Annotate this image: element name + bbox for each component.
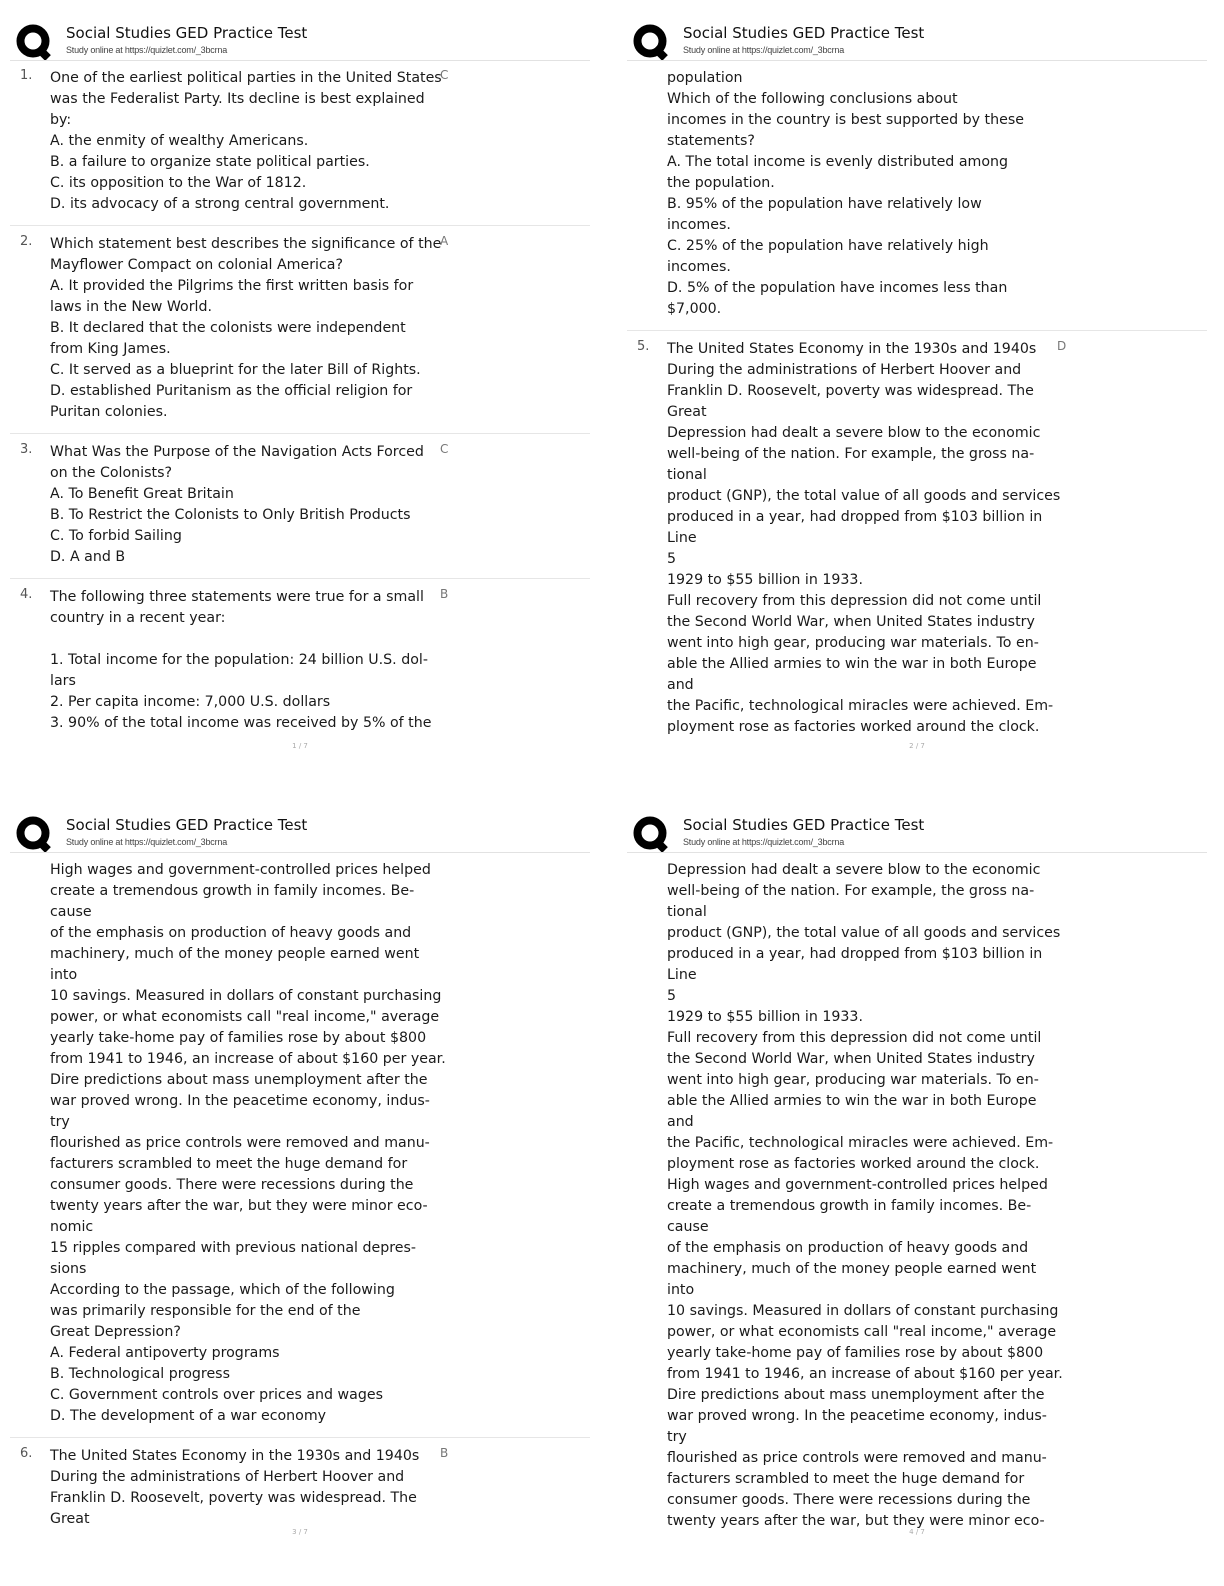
question-number: 4. — [20, 587, 33, 602]
question-number: 5. — [637, 339, 650, 354]
page-2 — [627, 14, 1224, 794]
question-text: The United States Economy in the 1930s and 1940s During the administrations of Herbert Hoover and Franklin D. Roosevelt, poverty was widespread. The Great — [50, 1448, 420, 1527]
page-body — [627, 66, 1207, 748]
study-online-link[interactable]: Study online at https://quizlet.com/_3bcrna — [683, 837, 844, 847]
question-continuation — [627, 66, 1207, 330]
page-title: Social Studies GED Practice Test — [683, 816, 925, 834]
header-divider — [627, 852, 1207, 853]
quizlet-logo-icon — [16, 24, 52, 60]
question-continuation — [10, 858, 590, 1437]
header-divider — [627, 60, 1207, 61]
study-online-link[interactable]: Study online at https://quizlet.com/_3bcrna — [66, 837, 227, 847]
page-1 — [10, 14, 610, 794]
page-3 — [10, 806, 610, 1586]
question-text: Which statement best describes the significance of the Mayflower Compact on colonial America? A. It provided the Pilgrims the first written basis for laws in the New World. B. It declared that the colonists were independent from King James. C. It served as a blueprint for the later Bill of Rights. D. established Puritanism as the official religion for Puritan colonies. — [50, 236, 442, 420]
continued-text: High wages and government-controlled prices helped create a tremendous growth in family incomes. Be- cause of the emphasis on production of heavy goods and machinery, much of the money people earned went into 10 savings. Measured in dollars of constant purchasing power, or what economists call "real income," average yearly take-home pay of families rose by about $800 from 1941 to 1946, an increase of about $160 per year. Dire predictions about mass unemployment after the war proved wrong. In the peacetime economy, indus- try flourished as price controls were removed and manu- facturers scrambled to meet the huge demand for consumer goods. There were recessions during the twenty years after the war, but they were minor eco- nomic 15 ripples compared with previous national depres- sions According to the passage, which of the following was primarily responsible for the end of the Great Depression? A. Federal antipoverty programs B. Technological progress C. Government controls over prices and wages D. The development of a war economy — [50, 862, 446, 1424]
quizlet-logo-icon — [633, 816, 669, 852]
page-number: 1 / 7 — [292, 742, 308, 750]
question-number: 6. — [20, 1446, 33, 1461]
question-item — [10, 433, 590, 578]
study-online-link[interactable]: Study online at https://quizlet.com/_3bcrna — [66, 45, 227, 55]
study-online-link[interactable]: Study online at https://quizlet.com/_3bcrna — [683, 45, 844, 55]
question-text: The following three statements were true for a small country in a recent year: 1. Total income for the population: 24 billion U.S. dol- lars 2. Per capita income: 7,000 U.S. dollars 3. 90% of the total income was received by 5% of the — [50, 589, 432, 731]
header-divider — [10, 60, 590, 61]
question-item — [10, 1437, 590, 1540]
question-item — [10, 225, 590, 433]
quizlet-logo-icon — [633, 24, 669, 60]
header-divider — [10, 852, 590, 853]
page-title: Social Studies GED Practice Test — [66, 24, 308, 42]
question-item — [10, 578, 590, 744]
page-header — [627, 810, 1207, 852]
page-title: Social Studies GED Practice Test — [66, 816, 308, 834]
page-body — [10, 66, 590, 744]
question-number: 2. — [20, 234, 33, 249]
answer-tag: B — [440, 1446, 449, 1460]
question-item — [10, 66, 590, 225]
question-text: The United States Economy in the 1930s and 1940s During the administrations of Herbert Hoover and Franklin D. Roosevelt, poverty was widespread. The Great Depression had dealt a severe blow to the economic well-being of the nation. For example, the gross na- tional product (GNP), the total value of all goods and services produced in a year, had dropped from $103 billion in Line 5 1929 to $55 billion in 1933. Full recovery from this depression did not come until the Second World War, when United States industry went into high gear, producing war materials. To en- able the Allied armies to win the war in both Europe and the Pacific, technological miracles were achieved. Em- ployment rose as factories worked around the clock. — [667, 341, 1061, 735]
question-text: One of the earliest political parties in the United States was the Federalist Party. Its decline is best explained by: A. the enmity of wealthy Americans. B. a failure to organize state political parties. C. its opposition to the War of 1812. D. its advocacy of a strong central government. — [50, 70, 442, 212]
page-body — [10, 858, 590, 1540]
answer-tag: A — [440, 234, 449, 248]
question-text: What Was the Purpose of the Navigation Acts Forced on the Colonists? A. To Benefit Great Britain B. To Restrict the Colonists to Only British Products C. To forbid Sailing D. A and B — [50, 444, 424, 565]
page-4 — [627, 806, 1224, 1586]
page-header — [10, 810, 590, 852]
page-body — [627, 858, 1207, 1542]
answer-tag: C — [440, 442, 449, 456]
continued-text: population Which of the following conclusions about incomes in the country is best supported by these statements? A. The total income is evenly distributed among the population. B. 95% of the population have relatively low incomes. C. 25% of the population have relatively high incomes. D. 5% of the population have incomes less than $7,000. — [667, 70, 1024, 317]
page-number: 3 / 7 — [292, 1528, 308, 1536]
question-number: 3. — [20, 442, 33, 457]
answer-tag: C — [440, 68, 449, 82]
page-number: 2 / 7 — [909, 742, 925, 750]
answer-tag: B — [440, 587, 449, 601]
page-header — [10, 18, 590, 60]
page-title: Social Studies GED Practice Test — [683, 24, 925, 42]
question-item — [627, 330, 1207, 748]
page-number: 4 / 7 — [909, 1528, 925, 1536]
answer-tag: D — [1057, 339, 1067, 353]
question-continuation — [627, 858, 1207, 1542]
continued-text: Depression had dealt a severe blow to the economic well-being of the nation. For example, the gross na- tional product (GNP), the total value of all goods and services produced in a year, had dropped from $103 billion in Line 5 1929 to $55 billion in 1933. Full recovery from this depression did not come until the Second World War, when United States industry went into high gear, producing war materials. To en- able the Allied armies to win the war in both Europe and the Pacific, technological miracles were achieved. Em- ployment rose as factories worked around the clock. High wages and government-controlled prices helped create a tremendous growth in family incomes. Be- cause of the emphasis on production of heavy goods and machinery, much of the money people earned went into 10 savings. Measured in dollars of constant purchasing power, or what economists call "real income," average yearly take-home pay of families rose by about $800 from 1941 to 1946, an increase of about $160 per year. Dire predictions about mass unemployment after the war proved wrong. In the peacetime economy, indus- try flourished as price controls were removed and manu- facturers scrambled to meet the huge demand for consumer goods. There were recessions during the twenty years after the war, but they were minor eco- — [667, 862, 1063, 1529]
quizlet-logo-icon — [16, 816, 52, 852]
question-number: 1. — [20, 68, 33, 83]
page-header — [627, 18, 1207, 60]
